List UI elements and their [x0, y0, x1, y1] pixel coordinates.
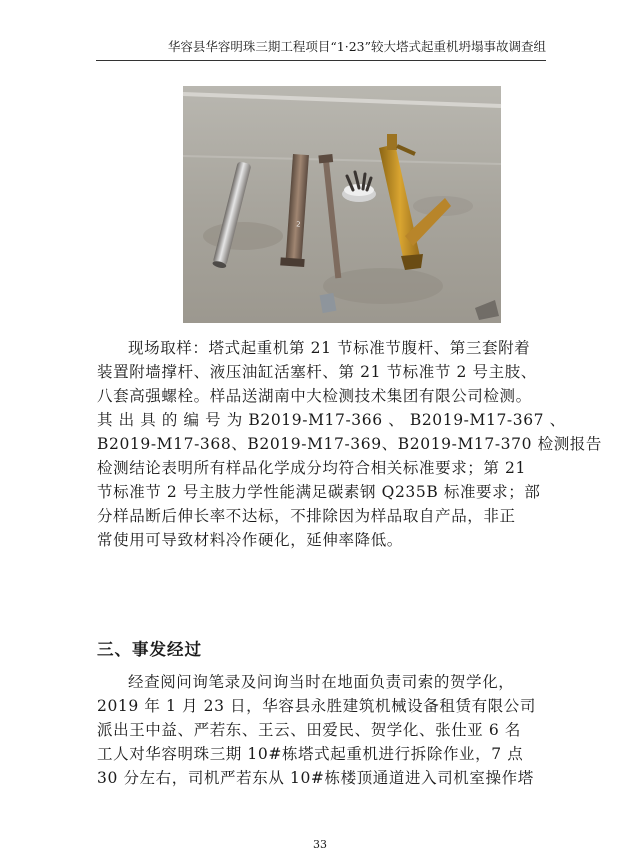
- paragraph-line: 常使用可导致材料冷作硬化，延伸率降低。: [97, 531, 403, 549]
- paragraph-line: 分样品断后伸长率不达标，不排除因为样品取自产品，非正: [97, 507, 516, 525]
- paragraph-line: 八套高强螺栓。样品送湖南中大检测技术集团有限公司检测。: [97, 387, 532, 405]
- page-header: [96, 38, 546, 60]
- section-heading: 三、事发经过: [97, 640, 202, 659]
- paragraph-line: B2019-M17-368、B2019-M17-369、B2019-M17-370 检测报告: [97, 435, 602, 453]
- paragraph-line: 30 分左右，司机严若东从 10#栋楼顶通道进入司机室操作塔: [97, 769, 534, 787]
- header-divider: [96, 60, 546, 61]
- svg-text:2: 2: [295, 220, 301, 229]
- sampling-paragraph: [97, 336, 602, 552]
- paragraph-line: 经查阅问询笔录及问询当时在地面负责司索的贺学化，: [128, 673, 515, 691]
- paragraph-line: 现场取样：塔式起重机第 21 节标准节腹杆、第三套附着: [128, 339, 531, 357]
- paragraph-line: 装置附墙撑杆、液压油缸活塞杆、第 21 节标准节 2 号主肢、: [97, 363, 537, 381]
- paragraph-line: 检测结论表明所有样品化学成分均符合相关标准要求；第 21: [97, 459, 526, 477]
- page-number: 33: [313, 838, 327, 851]
- header-title: 华容县华容明珠三期工程项目“1·23”较大塔式起重机坍塌事故调查组: [167, 39, 546, 54]
- paragraph-line: 派出王中益、严若东、王云、田爱民、贺学化、张仕亚 6 名: [97, 721, 522, 739]
- paragraph-line: 其 出 具 的 编 号 为 B2019-M17-366 、 B2019-M17-367 、: [97, 411, 566, 429]
- site-sample-photo: [183, 86, 501, 323]
- paragraph-line: 工人对华容明珠三期 10#栋塔式起重机进行拆除作业，7 点: [97, 745, 524, 763]
- incident-paragraph: [97, 670, 549, 790]
- paragraph-line: 2019 年 1 月 23 日，华容县永胜建筑机械设备租赁有限公司: [97, 697, 536, 715]
- paragraph-line: 节标准节 2 号主肢力学性能满足碳素钢 Q235B 标准要求；部: [97, 483, 541, 501]
